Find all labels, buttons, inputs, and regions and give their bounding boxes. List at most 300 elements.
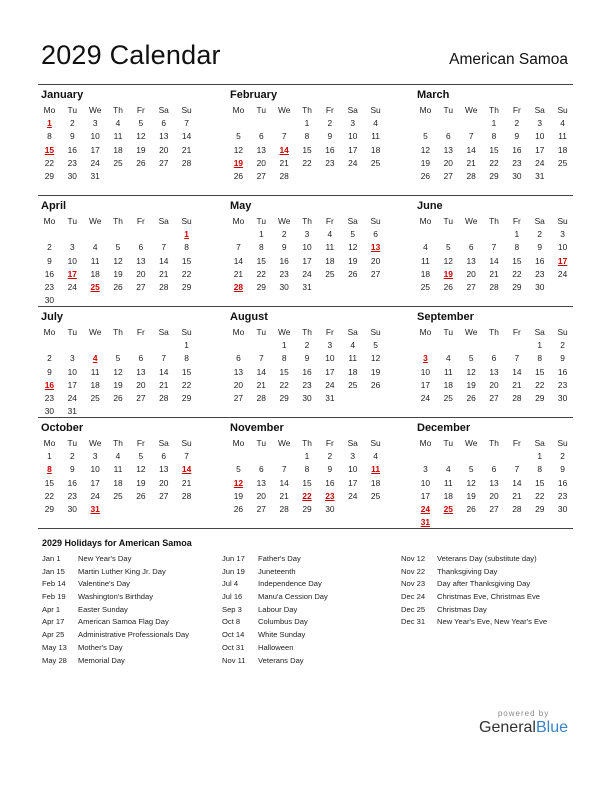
empty-day-cell <box>107 339 130 352</box>
holiday-date: Apr 17 <box>42 617 65 627</box>
day-cell: 4 <box>445 464 451 475</box>
holiday-date: May 13 <box>42 642 67 652</box>
day-cell: 2 <box>281 229 287 240</box>
day-cell: 11 <box>348 353 358 364</box>
day-cell: 27 <box>370 268 381 279</box>
day-cell: 18 <box>443 490 453 501</box>
day-cell: 12 <box>443 255 453 266</box>
day-cell: 3 <box>350 118 356 129</box>
day-cell: 20 <box>136 379 146 390</box>
week-row <box>38 157 198 170</box>
day-cell: 14 <box>233 255 244 266</box>
holiday-name: Manu'a Cession Day <box>258 592 328 602</box>
weekday-label: We <box>88 105 102 115</box>
month-name: June <box>417 200 443 212</box>
day-cell: 10 <box>325 353 335 364</box>
day-cell: 23 <box>325 157 335 168</box>
day-cell: 7 <box>184 118 189 129</box>
day-cell: 12 <box>370 353 381 364</box>
month-name: July <box>41 311 64 323</box>
day-cell: 16 <box>67 477 77 488</box>
holiday-column <box>401 553 547 629</box>
day-cell: 31 <box>302 281 312 292</box>
week-row <box>414 392 574 405</box>
day-cell: 13 <box>466 255 476 266</box>
month-june <box>414 200 574 294</box>
holiday-item <box>42 604 189 617</box>
weekday-label: We <box>277 105 291 115</box>
month-name: October <box>41 422 84 434</box>
weekday-label: Fr <box>512 327 521 337</box>
weekday-label: Sa <box>534 105 545 115</box>
empty-day-cell <box>364 503 387 516</box>
holiday-day-cell: 17 <box>557 255 568 266</box>
day-cell: 21 <box>181 477 192 488</box>
day-cell: 6 <box>491 464 497 475</box>
empty-day-cell <box>460 228 483 241</box>
day-cell: 29 <box>535 503 545 514</box>
day-cell: 9 <box>537 242 543 253</box>
day-cell: 9 <box>327 131 333 142</box>
weekday-label: Th <box>302 438 312 448</box>
weekday-label: Th <box>113 327 123 337</box>
day-cell: 30 <box>67 170 77 181</box>
day-cell: 23 <box>67 157 77 168</box>
holiday-item <box>401 591 547 604</box>
weekday-label: Tu <box>67 216 78 226</box>
empty-day-cell <box>152 228 175 241</box>
day-cell: 19 <box>113 268 123 279</box>
day-cell: 22 <box>512 268 522 279</box>
day-cell: 22 <box>181 379 192 390</box>
calendar-grid <box>38 84 573 529</box>
day-cell: 17 <box>348 477 358 488</box>
week-row <box>38 463 198 476</box>
day-cell: 1 <box>281 340 287 351</box>
empty-day-cell <box>437 339 460 352</box>
day-cell: 13 <box>443 144 453 155</box>
weekday-label: Fr <box>512 216 521 226</box>
holiday-column <box>222 553 328 667</box>
empty-day-cell <box>505 339 528 352</box>
empty-day-cell <box>364 392 387 405</box>
day-cell: 4 <box>423 242 428 253</box>
day-cell: 8 <box>491 131 497 142</box>
holiday-day-cell: 13 <box>370 242 381 253</box>
day-cell: 5 <box>468 353 474 364</box>
day-cell: 2 <box>327 118 333 129</box>
month-name: April <box>41 200 67 212</box>
month-name: February <box>230 89 278 101</box>
holiday-date: Nov 11 <box>222 655 246 665</box>
holiday-name: Washington's Birthday <box>78 592 154 602</box>
day-cell: 30 <box>67 503 77 514</box>
holiday-item <box>401 578 547 591</box>
day-cell: 10 <box>67 366 77 377</box>
weekday-label: Mo <box>232 105 245 115</box>
day-cell: 22 <box>535 490 545 501</box>
weekday-label: Fr <box>512 438 521 448</box>
day-cell: 5 <box>468 464 474 475</box>
day-cell: 30 <box>302 392 312 403</box>
day-cell: 7 <box>184 451 189 462</box>
holiday-name: Day after Thanksgiving Day <box>437 579 531 589</box>
holiday-date: Jul 16 <box>222 592 243 602</box>
weekday-label: Mo <box>232 327 245 337</box>
day-cell: 15 <box>279 366 289 377</box>
holiday-date: Oct 14 <box>222 630 245 640</box>
weekday-label: Mo <box>419 327 432 337</box>
day-cell: 1 <box>304 118 310 129</box>
day-cell: 13 <box>256 144 266 155</box>
month-name: November <box>230 422 284 434</box>
weekday-label: Sa <box>158 438 169 448</box>
day-cell: 4 <box>445 353 451 364</box>
week-row <box>227 255 387 268</box>
holiday-name: Christmas Day <box>437 604 487 614</box>
empty-day-cell <box>152 170 175 183</box>
day-cell: 4 <box>115 118 121 129</box>
day-cell: 17 <box>302 255 312 266</box>
week-row <box>38 379 198 392</box>
quarter-row <box>38 84 573 195</box>
day-cell: 25 <box>420 281 431 292</box>
weekday-label: Tu <box>256 216 267 226</box>
day-cell: 7 <box>514 353 520 364</box>
holiday-item <box>222 578 328 591</box>
week-row <box>227 144 387 157</box>
day-cell: 4 <box>350 340 356 351</box>
week-row <box>414 255 574 268</box>
weekday-label: Th <box>113 438 123 448</box>
holiday-day-cell: 14 <box>279 144 289 155</box>
empty-day-cell <box>505 450 528 463</box>
day-cell: 29 <box>489 170 499 181</box>
day-cell: 28 <box>512 392 522 403</box>
holiday-name: Memorial Day <box>78 655 125 665</box>
day-cell: 17 <box>90 477 100 488</box>
day-cell: 27 <box>489 503 499 514</box>
day-cell: 16 <box>535 255 545 266</box>
day-cell: 2 <box>304 340 310 351</box>
weekday-label: Fr <box>136 438 145 448</box>
weekday-label: Su <box>557 327 568 337</box>
weekday-header <box>227 326 387 339</box>
day-cell: 3 <box>560 229 565 240</box>
empty-day-cell <box>84 339 107 352</box>
day-cell: 19 <box>466 490 476 501</box>
day-cell: 28 <box>159 392 169 403</box>
day-cell: 9 <box>304 353 310 364</box>
weekday-header <box>414 215 574 228</box>
day-cell: 18 <box>325 255 335 266</box>
day-cell: 12 <box>348 242 358 253</box>
day-cell: 17 <box>348 144 358 155</box>
holiday-item <box>42 566 189 579</box>
day-cell: 27 <box>489 392 499 403</box>
week-row <box>38 241 198 254</box>
day-cell: 24 <box>325 379 335 390</box>
day-cell: 19 <box>113 379 123 390</box>
day-cell: 2 <box>537 229 543 240</box>
day-cell: 30 <box>325 503 335 514</box>
week-row <box>414 352 574 365</box>
day-cell: 11 <box>421 255 430 266</box>
day-cell: 10 <box>67 255 77 266</box>
day-cell: 31 <box>67 406 77 417</box>
empty-day-cell <box>318 170 341 183</box>
day-cell: 24 <box>67 392 77 403</box>
week-row <box>38 255 198 268</box>
day-cell: 14 <box>256 366 266 377</box>
weekday-label: Mo <box>419 216 432 226</box>
day-cell: 17 <box>420 379 431 390</box>
day-cell: 1 <box>491 118 497 129</box>
day-cell: 5 <box>138 118 144 129</box>
day-cell: 24 <box>557 268 568 279</box>
day-cell: 3 <box>304 229 310 240</box>
day-cell: 23 <box>535 268 545 279</box>
day-cell: 15 <box>181 366 192 377</box>
holiday-name: Administrative Professionals Day <box>78 630 189 640</box>
day-cell: 11 <box>371 131 380 142</box>
empty-day-cell <box>551 516 574 529</box>
day-cell: 28 <box>159 281 169 292</box>
day-cell: 30 <box>535 281 545 292</box>
weekday-header <box>227 104 387 117</box>
day-cell: 22 <box>44 157 55 168</box>
day-cell: 23 <box>557 490 568 501</box>
holiday-name: Veterans Day (substitute day) <box>437 554 537 563</box>
week-row <box>38 503 198 516</box>
day-cell: 2 <box>47 353 52 364</box>
weekday-label: Tu <box>67 327 78 337</box>
page-title: 2029 Calendar <box>41 40 221 70</box>
day-cell: 12 <box>136 464 146 475</box>
day-cell: 14 <box>512 366 522 377</box>
month-name: March <box>417 89 450 101</box>
day-cell: 13 <box>489 366 499 377</box>
day-cell: 24 <box>67 281 77 292</box>
holiday-column <box>42 553 189 667</box>
day-cell: 12 <box>233 144 244 155</box>
week-row <box>227 228 387 241</box>
weekday-label: Th <box>489 216 499 226</box>
weekday-label: Sa <box>347 105 358 115</box>
day-cell: 12 <box>113 366 123 377</box>
empty-day-cell <box>341 503 364 516</box>
day-cell: 22 <box>44 490 55 501</box>
empty-day-cell <box>528 516 551 529</box>
day-cell: 5 <box>373 340 378 351</box>
weekday-label: Th <box>489 327 499 337</box>
day-cell: 8 <box>537 464 543 475</box>
holiday-day-cell: 16 <box>44 379 55 390</box>
day-cell: 26 <box>443 281 453 292</box>
day-cell: 31 <box>90 170 100 181</box>
day-cell: 15 <box>256 255 266 266</box>
weekday-label: Tu <box>256 438 267 448</box>
empty-day-cell <box>175 503 198 516</box>
day-cell: 26 <box>233 170 244 181</box>
holiday-date: Jul 4 <box>222 579 239 589</box>
weekday-label: Su <box>370 216 381 226</box>
holiday-name: Father's Day <box>258 554 301 563</box>
holiday-day-cell: 3 <box>423 353 428 364</box>
holiday-item <box>42 578 189 591</box>
weekday-label: We <box>464 327 478 337</box>
day-cell: 29 <box>44 170 55 181</box>
day-cell: 18 <box>420 268 431 279</box>
day-cell: 3 <box>423 464 428 475</box>
day-cell: 2 <box>47 242 52 253</box>
holiday-day-cell: 25 <box>443 503 453 514</box>
weekday-label: Th <box>113 216 123 226</box>
day-cell: 17 <box>535 144 545 155</box>
day-cell: 10 <box>557 242 568 253</box>
day-cell: 21 <box>233 268 244 279</box>
weekday-label: Mo <box>232 438 245 448</box>
weekday-label: We <box>464 105 478 115</box>
week-row <box>38 170 198 183</box>
day-cell: 14 <box>159 366 169 377</box>
day-cell: 15 <box>512 255 522 266</box>
day-cell: 19 <box>136 477 146 488</box>
weekday-label: Tu <box>443 327 454 337</box>
day-cell: 8 <box>258 242 264 253</box>
day-cell: 18 <box>113 477 123 488</box>
day-cell: 20 <box>159 144 169 155</box>
holiday-day-cell: 19 <box>443 268 453 279</box>
holiday-name: Independence Day <box>258 579 322 589</box>
weekday-header <box>414 437 574 450</box>
day-cell: 15 <box>489 144 499 155</box>
holiday-item <box>222 591 328 604</box>
weekday-label: We <box>464 216 478 226</box>
week-row <box>227 450 387 463</box>
day-cell: 15 <box>44 477 55 488</box>
day-cell: 21 <box>489 268 499 279</box>
holiday-name: Columbus Day <box>258 617 308 627</box>
month-september <box>414 311 574 405</box>
day-cell: 29 <box>181 281 192 292</box>
day-cell: 9 <box>560 353 565 364</box>
holiday-item <box>42 591 189 604</box>
day-cell: 19 <box>136 144 146 155</box>
day-cell: 27 <box>136 392 146 403</box>
empty-day-cell <box>437 228 460 241</box>
week-row <box>227 281 387 294</box>
weekday-label: We <box>277 327 291 337</box>
weekday-label: Sa <box>534 327 545 337</box>
week-row <box>414 516 574 529</box>
day-cell: 8 <box>304 464 310 475</box>
day-cell: 28 <box>279 170 289 181</box>
empty-day-cell <box>551 170 574 183</box>
week-row <box>227 463 387 476</box>
holiday-day-cell: 11 <box>371 464 381 475</box>
empty-day-cell <box>84 228 107 241</box>
holiday-day-cell: 25 <box>90 281 100 292</box>
weekday-label: Fr <box>325 216 334 226</box>
day-cell: 29 <box>512 281 522 292</box>
weekday-label: Sa <box>534 216 545 226</box>
day-cell: 3 <box>350 451 356 462</box>
day-cell: 12 <box>113 255 123 266</box>
day-cell: 3 <box>537 118 543 129</box>
weekday-label: Fr <box>512 105 521 115</box>
day-cell: 11 <box>558 131 567 142</box>
day-cell: 18 <box>370 477 381 488</box>
day-cell: 30 <box>557 503 568 514</box>
week-row <box>38 281 198 294</box>
day-cell: 9 <box>281 242 287 253</box>
holiday-date: Apr 1 <box>42 604 61 614</box>
week-row <box>38 477 198 490</box>
empty-day-cell <box>414 450 437 463</box>
holiday-name: Thanksgiving Day <box>437 566 498 576</box>
day-cell: 26 <box>113 392 123 403</box>
holiday-day-cell: 4 <box>92 353 98 364</box>
holidays-title: 2029 Holidays for American Samoa <box>42 538 192 548</box>
weekday-label: Sa <box>347 438 358 448</box>
weekday-header <box>227 215 387 228</box>
day-cell: 1 <box>514 229 520 240</box>
empty-day-cell <box>227 228 250 241</box>
day-cell: 19 <box>420 157 431 168</box>
empty-day-cell <box>273 450 296 463</box>
day-cell: 10 <box>90 131 100 142</box>
weekday-label: Sa <box>158 216 169 226</box>
holiday-day-cell: 17 <box>67 268 77 279</box>
day-cell: 3 <box>69 353 75 364</box>
day-cell: 5 <box>236 131 241 142</box>
weekday-label: Mo <box>232 216 245 226</box>
day-cell: 4 <box>115 451 121 462</box>
day-cell: 30 <box>512 170 522 181</box>
day-cell: 20 <box>159 477 169 488</box>
week-row <box>38 352 198 365</box>
day-cell: 28 <box>279 503 289 514</box>
day-cell: 1 <box>304 451 310 462</box>
month-name: January <box>41 89 84 101</box>
week-row <box>38 366 198 379</box>
holiday-date: Jan 1 <box>42 554 61 563</box>
weekday-label: Th <box>113 105 123 115</box>
powered-by-label: powered by <box>497 709 550 718</box>
holiday-day-cell: 31 <box>420 517 431 528</box>
empty-day-cell <box>551 281 574 294</box>
day-cell: 13 <box>489 477 499 488</box>
day-cell: 21 <box>279 157 289 168</box>
quarter-row <box>38 306 573 417</box>
holiday-item <box>42 642 189 655</box>
day-cell: 17 <box>325 366 335 377</box>
month-march <box>414 89 574 183</box>
day-cell: 27 <box>233 392 244 403</box>
day-cell: 10 <box>420 477 431 488</box>
day-cell: 16 <box>44 268 55 279</box>
day-cell: 14 <box>489 255 499 266</box>
holiday-day-cell: 22 <box>302 490 312 501</box>
weekday-label: Mo <box>43 216 56 226</box>
day-cell: 24 <box>348 490 358 501</box>
day-cell: 19 <box>466 379 476 390</box>
day-cell: 3 <box>327 340 333 351</box>
day-cell: 29 <box>302 503 312 514</box>
day-cell: 8 <box>184 353 189 364</box>
day-cell: 6 <box>161 118 167 129</box>
